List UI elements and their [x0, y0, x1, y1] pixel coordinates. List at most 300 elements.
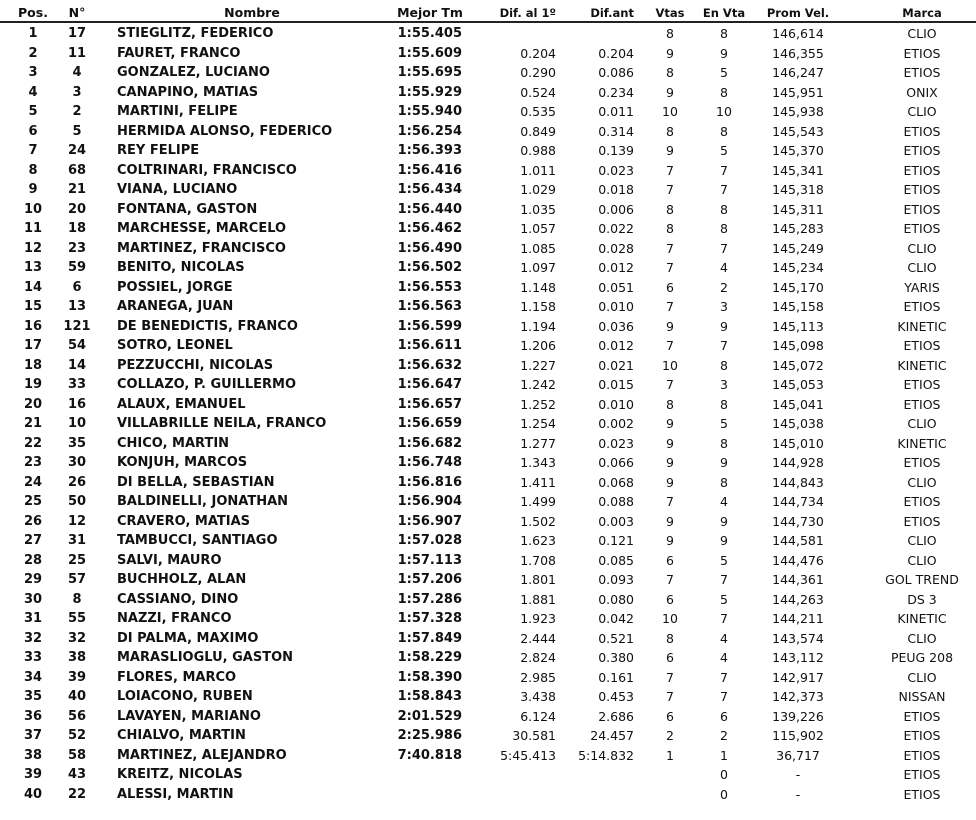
- gap-previous-cell: 5:14.832: [578, 747, 634, 763]
- pos-cell: 25: [23, 494, 43, 509]
- gap-previous-cell: 0.380: [598, 650, 634, 665]
- table-row: [0, 414, 976, 434]
- brand-cell: KINETIC: [897, 435, 947, 451]
- number-cell: 14: [67, 357, 87, 373]
- best-time-cell: 1:58.843: [397, 689, 462, 704]
- gap-previous-cell: 0.002: [598, 416, 634, 431]
- number-cell: 21: [67, 182, 87, 197]
- laps-cell: 7: [666, 377, 674, 392]
- laps-cell: 8: [666, 201, 674, 217]
- pos-cell: 39: [23, 767, 43, 782]
- gap-leader-cell: 0.204: [520, 45, 556, 61]
- table-row: [0, 219, 976, 239]
- on-lap-cell: 7: [720, 182, 728, 197]
- name-cell: BUCHHOLZ, ALAN: [117, 572, 247, 587]
- best-time-cell: 1:58.390: [397, 669, 462, 685]
- on-lap-cell: 8: [720, 84, 728, 100]
- header-pos: Pos.: [18, 5, 48, 20]
- gap-leader-cell: 1.158: [520, 299, 556, 314]
- avg-speed-cell: 145,283: [772, 221, 824, 236]
- gap-previous-cell: 0.204: [598, 45, 634, 61]
- brand-cell: GOL TREND: [885, 572, 959, 587]
- table-row: [0, 746, 976, 766]
- on-lap-cell: 8: [720, 357, 728, 373]
- best-time-cell: 1:57.206: [397, 572, 462, 587]
- header-gap-previous: Dif.ant: [590, 6, 634, 20]
- gap-leader-cell: 1.011: [520, 162, 556, 178]
- best-time-cell: 1:56.462: [397, 221, 462, 236]
- brand-cell: ETIOS: [903, 65, 941, 80]
- brand-cell: ETIOS: [903, 708, 941, 724]
- gap-previous-cell: 0.036: [598, 318, 634, 334]
- table-row: [0, 707, 976, 727]
- avg-speed-cell: 145,170: [772, 279, 824, 295]
- name-cell: FONTANA, GASTON: [117, 201, 258, 217]
- laps-cell: 6: [666, 279, 674, 295]
- pos-cell: 14: [23, 279, 43, 295]
- number-cell: 10: [67, 416, 87, 431]
- avg-speed-cell: -: [795, 786, 801, 802]
- laps-cell: 9: [666, 318, 674, 334]
- name-cell: SOTRO, LEONEL: [117, 338, 233, 353]
- name-cell: COLLAZO, P. GUILLERMO: [117, 377, 296, 392]
- pos-cell: 37: [23, 728, 43, 743]
- gap-leader-cell: 5:45.413: [500, 747, 556, 763]
- pos-cell: 5: [28, 104, 38, 119]
- best-time-cell: 1:57.113: [397, 552, 462, 568]
- pos-cell: 38: [23, 747, 43, 763]
- name-cell: FAURET, FRANCO: [117, 45, 241, 61]
- gap-leader-cell: 1.277: [520, 435, 556, 451]
- gap-leader-cell: 1.499: [520, 494, 556, 509]
- best-time-cell: 1:56.647: [397, 377, 462, 392]
- table-row: [0, 278, 976, 298]
- on-lap-cell: 7: [720, 338, 728, 353]
- name-cell: ARANEGA, JUAN: [117, 299, 234, 314]
- best-time-cell: 1:56.599: [397, 318, 462, 334]
- laps-cell: 9: [666, 84, 674, 100]
- avg-speed-cell: 36,717: [776, 747, 820, 763]
- brand-cell: CLIO: [907, 630, 937, 646]
- on-lap-cell: 5: [720, 416, 728, 431]
- gap-leader-cell: 2.985: [520, 669, 556, 685]
- gap-leader-cell: 0.524: [520, 84, 556, 100]
- number-cell: 50: [67, 494, 87, 509]
- best-time-cell: 1:56.563: [397, 299, 462, 314]
- pos-cell: 19: [23, 377, 43, 392]
- number-cell: 35: [67, 435, 87, 451]
- pos-cell: 31: [23, 611, 43, 626]
- brand-cell: ETIOS: [903, 123, 941, 139]
- on-lap-cell: 7: [720, 162, 728, 178]
- gap-previous-cell: 0.023: [598, 435, 634, 451]
- avg-speed-cell: 142,917: [772, 669, 824, 685]
- avg-speed-cell: 145,072: [772, 357, 824, 373]
- header-divider: [0, 21, 976, 23]
- header-on-lap: En Vta: [702, 6, 746, 20]
- gap-leader-cell: 1.242: [520, 377, 556, 392]
- on-lap-cell: 8: [720, 221, 728, 236]
- brand-cell: CLIO: [907, 26, 937, 41]
- best-time-cell: 1:55.405: [397, 26, 462, 41]
- number-cell: 33: [67, 377, 87, 392]
- gap-leader-cell: 0.535: [520, 104, 556, 119]
- laps-cell: 7: [666, 572, 674, 587]
- on-lap-cell: 5: [720, 65, 728, 80]
- header-number: N°: [68, 5, 86, 20]
- brand-cell: CLIO: [907, 669, 937, 685]
- gap-previous-cell: 0.012: [598, 260, 634, 275]
- avg-speed-cell: 144,928: [772, 455, 824, 470]
- pos-cell: 22: [23, 435, 43, 451]
- laps-cell: 10: [662, 357, 678, 373]
- brand-cell: ETIOS: [903, 299, 941, 314]
- name-cell: CHIALVO, MARTIN: [117, 728, 246, 743]
- avg-speed-cell: 144,581: [772, 533, 824, 548]
- best-time-cell: 1:57.328: [397, 611, 462, 626]
- brand-cell: ONIX: [906, 84, 938, 100]
- laps-cell: 8: [666, 65, 674, 80]
- number-cell: 6: [72, 279, 82, 295]
- results-table: [0, 24, 976, 804]
- pos-cell: 28: [23, 552, 43, 568]
- number-cell: 59: [67, 260, 87, 275]
- best-time-cell: 1:56.490: [397, 240, 462, 256]
- table-row: [0, 726, 976, 746]
- name-cell: SALVI, MAURO: [117, 552, 222, 568]
- pos-cell: 17: [23, 338, 43, 353]
- table-row: [0, 122, 976, 142]
- on-lap-cell: 2: [720, 728, 728, 743]
- on-lap-cell: 3: [720, 377, 728, 392]
- pos-cell: 33: [23, 650, 43, 665]
- on-lap-cell: 7: [720, 572, 728, 587]
- number-cell: 18: [67, 221, 87, 236]
- gap-previous-cell: 0.086: [598, 65, 634, 80]
- on-lap-cell: 7: [720, 240, 728, 256]
- on-lap-cell: 10: [716, 104, 732, 119]
- name-cell: ALESSI, MARTIN: [117, 786, 234, 802]
- laps-cell: 9: [666, 416, 674, 431]
- on-lap-cell: 8: [720, 201, 728, 217]
- gap-previous-cell: 0.314: [598, 123, 634, 139]
- gap-previous-cell: 0.006: [598, 201, 634, 217]
- avg-speed-cell: 145,053: [772, 377, 824, 392]
- on-lap-cell: 7: [720, 611, 728, 626]
- best-time-cell: 1:56.553: [397, 279, 462, 295]
- pos-cell: 21: [23, 416, 43, 431]
- brand-cell: CLIO: [907, 552, 937, 568]
- on-lap-cell: 0: [720, 767, 728, 782]
- on-lap-cell: 8: [720, 26, 728, 41]
- number-cell: 52: [67, 728, 87, 743]
- on-lap-cell: 9: [720, 318, 728, 334]
- brand-cell: ETIOS: [903, 728, 941, 743]
- laps-cell: 6: [666, 552, 674, 568]
- best-time-cell: 1:56.904: [397, 494, 462, 509]
- avg-speed-cell: 144,211: [772, 611, 824, 626]
- best-time-cell: 1:56.502: [397, 260, 462, 275]
- number-cell: 54: [67, 338, 87, 353]
- number-cell: 40: [67, 689, 87, 704]
- avg-speed-cell: 145,113: [772, 318, 824, 334]
- number-cell: 38: [67, 650, 87, 665]
- on-lap-cell: 4: [720, 494, 728, 509]
- brand-cell: CLIO: [907, 474, 937, 490]
- laps-cell: 10: [662, 611, 678, 626]
- on-lap-cell: 8: [720, 474, 728, 490]
- best-time-cell: 7:40.818: [397, 747, 462, 763]
- name-cell: CHICO, MARTIN: [117, 435, 230, 451]
- name-cell: CRAVERO, MATIAS: [117, 513, 251, 529]
- gap-leader-cell: 1.254: [520, 416, 556, 431]
- name-cell: DI BELLA, SEBASTIAN: [117, 474, 275, 490]
- number-cell: 17: [67, 26, 87, 41]
- brand-cell: KINETIC: [897, 318, 947, 334]
- name-cell: KREITZ, NICOLAS: [117, 767, 243, 782]
- gap-leader-cell: 1.801: [520, 572, 556, 587]
- laps-cell: 2: [666, 728, 674, 743]
- number-cell: 4: [72, 65, 82, 80]
- gap-previous-cell: 0.080: [598, 591, 634, 607]
- avg-speed-cell: 143,112: [772, 650, 824, 665]
- pos-cell: 9: [28, 182, 38, 197]
- table-row: [0, 317, 976, 337]
- number-cell: 43: [67, 767, 87, 782]
- brand-cell: CLIO: [907, 260, 937, 275]
- header-best-time: Mejor Tm: [397, 5, 463, 20]
- number-cell: 26: [67, 474, 87, 490]
- name-cell: MARCHESSE, MARCELO: [117, 221, 287, 236]
- brand-cell: ETIOS: [903, 494, 941, 509]
- gap-leader-cell: 1.708: [520, 552, 556, 568]
- table-row: [0, 531, 976, 551]
- pos-cell: 20: [23, 396, 43, 412]
- brand-cell: ETIOS: [903, 767, 941, 782]
- brand-cell: PEUG 208: [890, 650, 954, 665]
- gap-previous-cell: 2.686: [598, 708, 634, 724]
- gap-previous-cell: 0.085: [598, 552, 634, 568]
- number-cell: 20: [67, 201, 87, 217]
- brand-cell: ETIOS: [903, 396, 941, 412]
- number-cell: 58: [67, 747, 87, 763]
- pos-cell: 3: [28, 65, 38, 80]
- number-cell: 32: [67, 630, 87, 646]
- number-cell: 3: [72, 84, 82, 100]
- gap-previous-cell: 0.018: [598, 182, 634, 197]
- on-lap-cell: 0: [720, 786, 728, 802]
- laps-cell: 7: [666, 338, 674, 353]
- name-cell: GONZALEZ, LUCIANO: [117, 65, 270, 80]
- gap-previous-cell: 0.093: [598, 572, 634, 587]
- name-cell: PEZZUCCHI, NICOLAS: [117, 357, 274, 373]
- avg-speed-cell: 142,373: [772, 689, 824, 704]
- name-cell: KONJUH, MARCOS: [117, 455, 248, 470]
- avg-speed-cell: 145,370: [772, 143, 824, 158]
- table-row: [0, 570, 976, 590]
- table-row: [0, 492, 976, 512]
- on-lap-cell: 9: [720, 45, 728, 61]
- pos-cell: 7: [28, 143, 38, 158]
- name-cell: LAVAYEN, MARIANO: [117, 708, 261, 724]
- table-row: [0, 83, 976, 103]
- pos-cell: 13: [23, 260, 43, 275]
- avg-speed-cell: 146,355: [772, 45, 824, 61]
- table-row: [0, 434, 976, 454]
- gap-leader-cell: 1.097: [520, 260, 556, 275]
- laps-cell: 8: [666, 123, 674, 139]
- table-row: [0, 258, 976, 278]
- laps-cell: 7: [666, 669, 674, 685]
- brand-cell: DS 3: [907, 591, 937, 607]
- gap-leader-cell: 1.881: [520, 591, 556, 607]
- laps-cell: 9: [666, 474, 674, 490]
- name-cell: VIANA, LUCIANO: [117, 182, 238, 197]
- laps-cell: 7: [666, 689, 674, 704]
- laps-cell: 6: [666, 650, 674, 665]
- name-cell: DI PALMA, MAXIMO: [117, 630, 259, 646]
- number-cell: 39: [67, 669, 87, 685]
- gap-leader-cell: 0.290: [520, 65, 556, 80]
- laps-cell: 9: [666, 435, 674, 451]
- table-row: [0, 551, 976, 571]
- avg-speed-cell: 145,341: [772, 162, 824, 178]
- laps-cell: 9: [666, 533, 674, 548]
- pos-cell: 32: [23, 630, 43, 646]
- pos-cell: 24: [23, 474, 43, 490]
- gap-previous-cell: 0.051: [598, 279, 634, 295]
- name-cell: COLTRINARI, FRANCISCO: [117, 162, 297, 178]
- on-lap-cell: 5: [720, 552, 728, 568]
- gap-previous-cell: 0.010: [598, 299, 634, 314]
- brand-cell: ETIOS: [903, 182, 941, 197]
- best-time-cell: 1:55.940: [397, 104, 462, 119]
- brand-cell: NISSAN: [898, 689, 946, 704]
- name-cell: STIEGLITZ, FEDERICO: [117, 26, 274, 41]
- avg-speed-cell: 115,902: [772, 728, 824, 743]
- best-time-cell: 2:01.529: [397, 708, 462, 724]
- avg-speed-cell: 145,158: [772, 299, 824, 314]
- avg-speed-cell: 144,734: [772, 494, 824, 509]
- on-lap-cell: 1: [720, 747, 728, 763]
- name-cell: MARTINEZ, FRANCISCO: [117, 240, 286, 256]
- pos-cell: 11: [23, 221, 43, 236]
- gap-previous-cell: 0.003: [598, 513, 634, 529]
- avg-speed-cell: 143,574: [772, 630, 824, 646]
- table-row: [0, 453, 976, 473]
- table-row: [0, 63, 976, 83]
- laps-cell: 7: [666, 494, 674, 509]
- pos-cell: 1: [28, 26, 38, 41]
- table-row: [0, 648, 976, 668]
- name-cell: FLORES, MARCO: [117, 669, 237, 685]
- laps-cell: 8: [666, 221, 674, 236]
- header-avg-speed: Prom Vel.: [766, 6, 830, 20]
- table-row: [0, 356, 976, 376]
- brand-cell: ETIOS: [903, 201, 941, 217]
- brand-cell: ETIOS: [903, 513, 941, 529]
- gap-previous-cell: 0.453: [598, 689, 634, 704]
- brand-cell: ETIOS: [903, 786, 941, 802]
- table-row: [0, 785, 976, 805]
- avg-speed-cell: 145,041: [772, 396, 824, 412]
- pos-cell: 10: [23, 201, 43, 217]
- gap-leader-cell: 1.252: [520, 396, 556, 412]
- gap-previous-cell: 0.521: [598, 630, 634, 646]
- laps-cell: 7: [666, 299, 674, 314]
- table-row: [0, 375, 976, 395]
- table-row: [0, 180, 976, 200]
- header-brand: Marca: [902, 6, 942, 20]
- gap-previous-cell: 0.121: [598, 533, 634, 548]
- brand-cell: ETIOS: [903, 45, 941, 61]
- brand-cell: YARIS: [904, 279, 940, 295]
- best-time-cell: 1:56.632: [397, 357, 462, 373]
- header-laps: Vtas: [655, 6, 685, 20]
- brand-cell: ETIOS: [903, 455, 941, 470]
- number-cell: 31: [67, 533, 87, 548]
- pos-cell: 12: [23, 240, 43, 256]
- avg-speed-cell: 145,249: [772, 240, 824, 256]
- gap-previous-cell: 0.068: [598, 474, 634, 490]
- gap-previous-cell: 0.011: [598, 104, 634, 119]
- on-lap-cell: 9: [720, 513, 728, 529]
- gap-leader-cell: 2.444: [520, 630, 556, 646]
- laps-cell: 7: [666, 260, 674, 275]
- brand-cell: ETIOS: [903, 162, 941, 178]
- table-row: [0, 297, 976, 317]
- on-lap-cell: 5: [720, 143, 728, 158]
- avg-speed-cell: 145,234: [772, 260, 824, 275]
- avg-speed-cell: 145,938: [772, 104, 824, 119]
- best-time-cell: 1:58.229: [397, 650, 462, 665]
- number-cell: 5: [72, 123, 82, 139]
- gap-previous-cell: 0.088: [598, 494, 634, 509]
- name-cell: CANAPINO, MATIAS: [117, 84, 259, 100]
- pos-cell: 36: [23, 708, 43, 724]
- on-lap-cell: 3: [720, 299, 728, 314]
- name-cell: NAZZI, FRANCO: [117, 611, 232, 626]
- number-cell: 23: [67, 240, 87, 256]
- number-cell: 8: [72, 591, 82, 607]
- best-time-cell: 1:56.682: [397, 435, 462, 451]
- name-cell: CASSIANO, DINO: [117, 591, 239, 607]
- table-row: [0, 161, 976, 181]
- avg-speed-cell: 145,318: [772, 182, 824, 197]
- pos-cell: 23: [23, 455, 43, 470]
- brand-cell: ETIOS: [903, 143, 941, 158]
- gap-leader-cell: 1.227: [520, 357, 556, 373]
- number-cell: 22: [67, 786, 87, 802]
- table-row: [0, 629, 976, 649]
- gap-previous-cell: 0.012: [598, 338, 634, 353]
- on-lap-cell: 5: [720, 591, 728, 607]
- brand-cell: CLIO: [907, 533, 937, 548]
- table-row: [0, 102, 976, 122]
- best-time-cell: 1:56.816: [397, 474, 462, 490]
- number-cell: 68: [67, 162, 87, 178]
- table-row: [0, 44, 976, 64]
- on-lap-cell: 8: [720, 435, 728, 451]
- table-row: [0, 239, 976, 259]
- avg-speed-cell: 144,730: [772, 513, 824, 529]
- pos-cell: 8: [28, 162, 38, 178]
- laps-cell: 8: [666, 630, 674, 646]
- laps-cell: 9: [666, 455, 674, 470]
- on-lap-cell: 8: [720, 123, 728, 139]
- name-cell: HERMIDA ALONSO, FEDERICO: [117, 123, 333, 139]
- avg-speed-cell: 145,543: [772, 123, 824, 139]
